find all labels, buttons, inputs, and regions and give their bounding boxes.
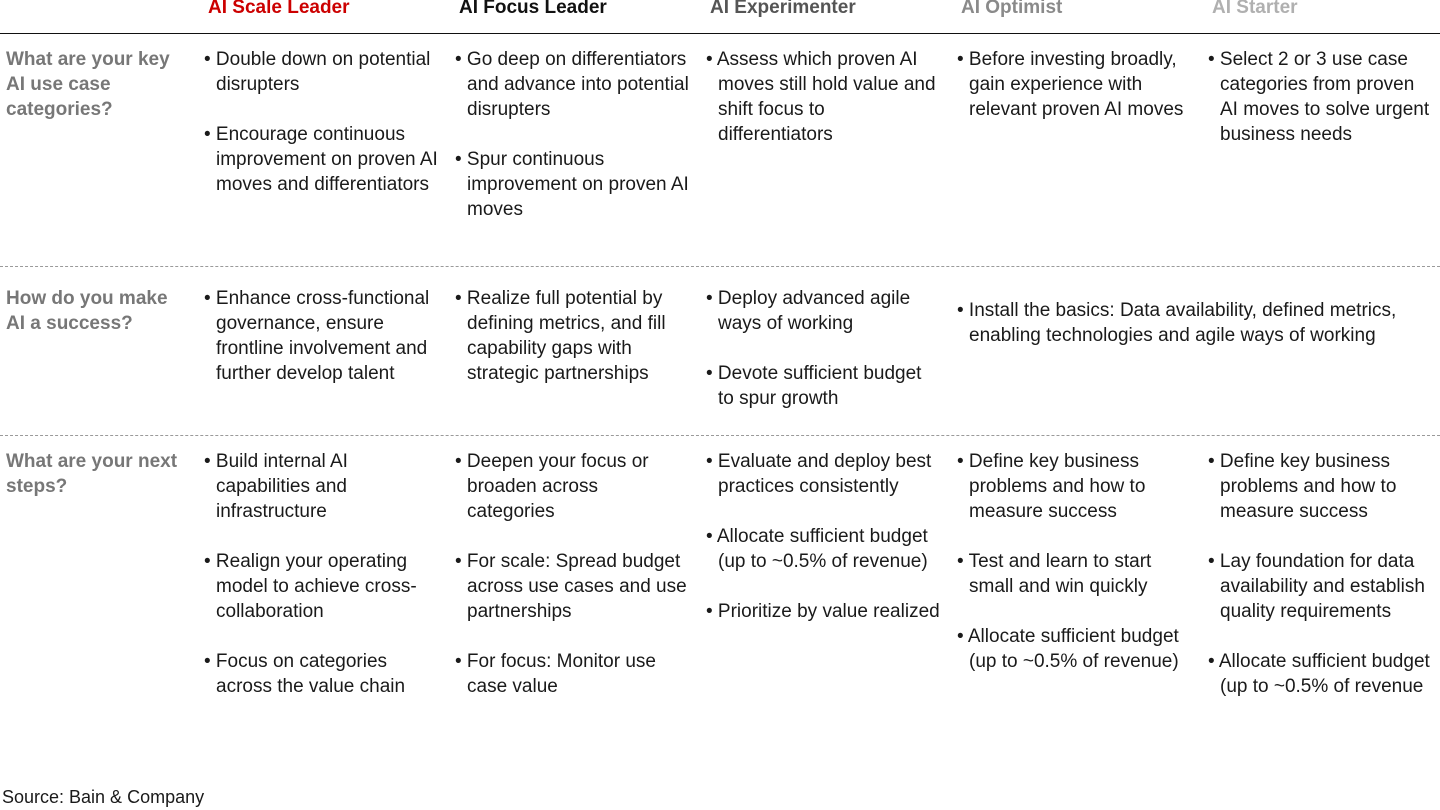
bullet-item: • Build internal AI capabilities and infrastructure — [204, 451, 348, 522]
bullet-item: • Define key business problems and how to measure success — [1208, 451, 1397, 522]
bullet-item: • Test and learn to start small and win quickly — [957, 551, 1152, 597]
cell-use-cases-focus-leader — [455, 47, 690, 222]
bullet-item: • Allocate sufficient budget (up to ~0.5% of revenue) — [706, 526, 928, 572]
bullet-item: • Allocate sufficient budget (up to ~0.5% of revenue — [1208, 651, 1430, 697]
cell-use-cases-starter — [1208, 47, 1436, 147]
bullet-item: • Spur continuous improvement on proven AI moves — [455, 149, 689, 220]
cell-success-experimenter — [706, 286, 941, 411]
cell-use-cases-optimist — [957, 47, 1192, 122]
bullet-item: • Evaluate and deploy best practices consistently — [706, 451, 932, 497]
bullet-item: • Define key business problems and how to measure success — [957, 451, 1146, 522]
bullet-item: • Lay foundation for data availability and establish quality requirements — [1208, 551, 1425, 622]
bullet-item: • For focus: Monitor use case value — [455, 651, 656, 697]
column-header-ai-optimist: AI Optimist — [961, 0, 1063, 18]
bullet-item: • Devote sufficient budget to spur growth — [706, 363, 922, 409]
column-header-ai-scale-leader: AI Scale Leader — [208, 0, 350, 18]
bullet-item: • Encourage continuous improvement on proven AI moves and differentiators — [204, 124, 438, 195]
column-header-ai-experimenter: AI Experimenter — [710, 0, 856, 18]
bullet-item: • Realize full potential by defining metrics, and fill capability gaps with strategic partnerships — [455, 288, 666, 384]
header-divider — [0, 33, 1440, 34]
bullet-item: • Prioritize by value realized — [706, 601, 940, 622]
cell-success-focus-leader — [455, 286, 690, 386]
bullet-item: • Deepen your focus or broaden across categories — [455, 451, 649, 522]
cell-next-steps-focus-leader — [455, 449, 690, 699]
cell-next-steps-scale-leader — [204, 449, 439, 699]
bullet-item: • Before investing broadly, gain experience with relevant proven AI moves — [957, 49, 1184, 120]
bullet-item: • Go deep on differentiators and advance into potential disrupters — [455, 49, 689, 120]
cell-next-steps-starter — [1208, 449, 1436, 699]
column-header-ai-focus-leader: AI Focus Leader — [459, 0, 607, 18]
bullet-item: • For scale: Spread budget across use cases and use partnerships — [455, 551, 687, 622]
bullet-item: • Allocate sufficient budget (up to ~0.5% of revenue) — [957, 626, 1179, 672]
cell-use-cases-scale-leader — [204, 47, 439, 197]
cell-success-scale-leader — [204, 286, 439, 386]
row-divider — [0, 435, 1440, 436]
bullet-item: • Deploy advanced agile ways of working — [706, 288, 911, 334]
bullet-item: • Assess which proven AI moves still hold value and shift focus to differentiators — [706, 49, 936, 145]
cell-use-cases-experimenter — [706, 47, 941, 147]
source-note: Source: Bain & Company — [2, 787, 205, 807]
bullet-item: • Double down on potential disrupters — [204, 49, 431, 95]
bullet-item: • Install the basics: Data availability, defined metrics, enabling technologies and agile ways of working — [957, 300, 1397, 346]
cell-next-steps-optimist — [957, 449, 1192, 674]
row-label-use-case-categories: What are your key AI use case categories? — [6, 49, 170, 120]
row-label-ai-success: How do you make AI a success? — [6, 288, 168, 334]
column-header-ai-starter: AI Starter — [1212, 0, 1298, 18]
cell-next-steps-experimenter — [706, 449, 941, 624]
bullet-item: • Realign your operating model to achieve cross-collaboration — [204, 551, 417, 622]
cell-success-optimist-starter-merged — [957, 298, 1435, 348]
bullet-item: • Enhance cross-functional governance, ensure frontline involvement and further develop talent — [204, 288, 430, 384]
bullet-item: • Focus on categories across the value chain — [204, 651, 406, 697]
row-divider — [0, 266, 1440, 267]
bullet-item: • Select 2 or 3 use case categories from proven AI moves to solve urgent business needs — [1208, 49, 1430, 145]
row-label-next-steps: What are your next steps? — [6, 451, 178, 497]
